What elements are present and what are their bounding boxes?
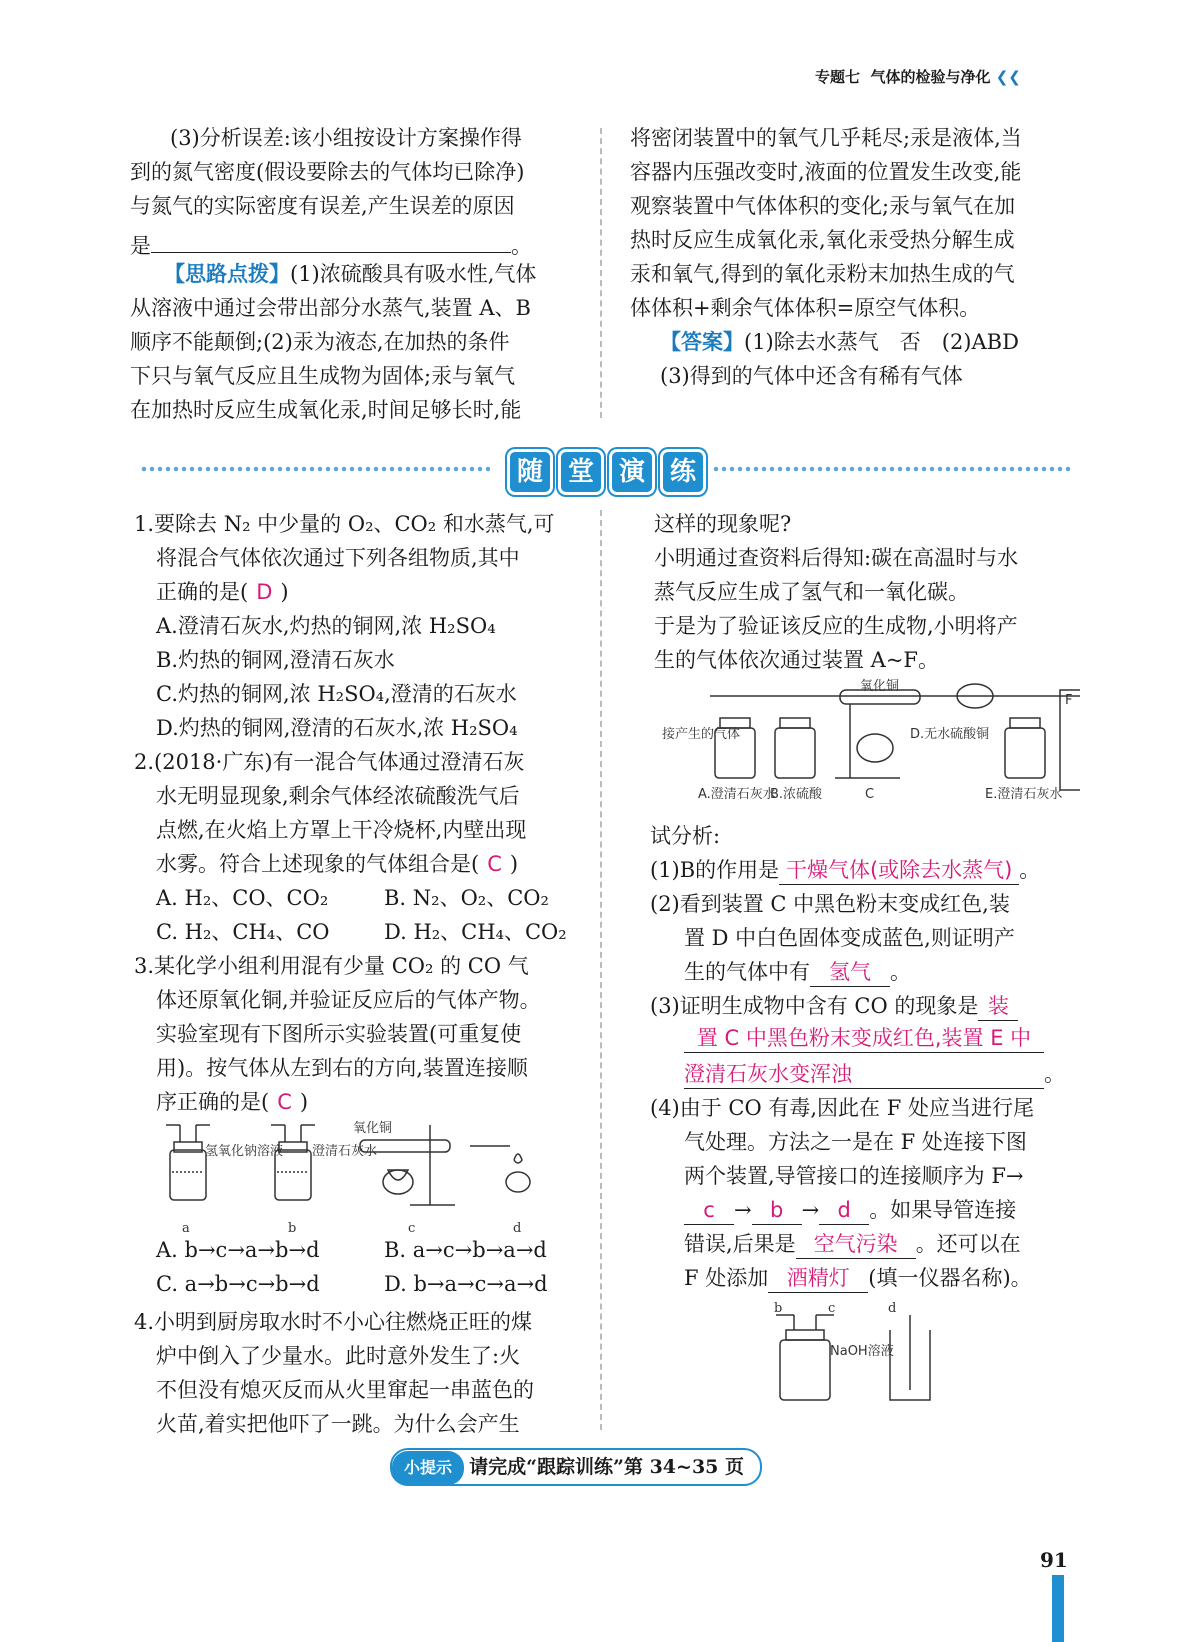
tip-box [390, 1448, 762, 1486]
svg-text:NaOH溶液: NaOH溶液 [830, 1344, 894, 1359]
q4-apparatus-figure [660, 678, 1080, 818]
fig-letter: b [288, 1221, 297, 1236]
banner-char: 练 [660, 449, 706, 495]
answer-blank: 置 C 中黑色粉末变成红色,装置 E 中 [684, 1024, 1044, 1053]
tip-text: 请完成“跟踪训练”第 34~35 页 [469, 1456, 744, 1478]
answer-blank: 装 [978, 992, 1018, 1021]
hint-tag: 【思路点拨】 [164, 262, 290, 286]
fig-cuo: 氧化铜 [860, 679, 900, 694]
q3-apparatus-figure [160, 1120, 560, 1240]
fig-b-label: 澄清石灰水 [312, 1144, 378, 1159]
fig-F: F [1065, 693, 1073, 708]
fig-E: E.澄清石灰水 [985, 787, 1063, 802]
fig-a-label: 氢氧化钠溶液 [205, 1144, 284, 1159]
double-chevron-icon: ❮❮ [995, 68, 1021, 86]
fig-letter: c [408, 1221, 416, 1236]
answer-mark: C [487, 852, 502, 876]
banner-dots-left [140, 464, 490, 474]
fig-C: C [865, 787, 875, 802]
answer-blank: 干燥气体(或除去水蒸气) [779, 856, 1019, 885]
column-divider [600, 510, 602, 1430]
svg-text:c: c [828, 1301, 836, 1316]
svg-text:d: d [888, 1301, 897, 1316]
edge-tab [1052, 1575, 1064, 1642]
fig-A: A.澄清石灰水 [698, 787, 776, 802]
fig-inlet: 接产生的气体 [662, 727, 741, 742]
q4-fig2 [770, 1300, 950, 1410]
banner-char: 随 [507, 449, 553, 495]
answer-blank: 澄清石灰水变浑浊 [684, 1060, 1044, 1089]
banner-char: 演 [609, 449, 655, 495]
fig-letter: d [513, 1221, 522, 1236]
answer-mark: D [256, 580, 273, 604]
answer-tag: 【答案】 [660, 330, 744, 354]
tip-label: 小提示 [392, 1451, 464, 1485]
svg-text:b: b [774, 1301, 783, 1316]
fig-D: D.无水硫酸铜 [910, 727, 990, 742]
fig-c-label: 氧化铜 [353, 1121, 393, 1136]
banner-dots-right [712, 464, 1072, 474]
page-number: 91 [1040, 1548, 1068, 1572]
column-divider [600, 128, 602, 418]
fig-B: B.浓硫酸 [770, 787, 823, 802]
banner-char: 堂 [558, 449, 604, 495]
answer-blank: 氢气 [810, 958, 890, 987]
answer-mark: C [277, 1090, 292, 1114]
header-chapter: 专题七 气体的检验与净化 ❮❮ [815, 68, 1021, 86]
fig-letter: a [182, 1221, 190, 1236]
